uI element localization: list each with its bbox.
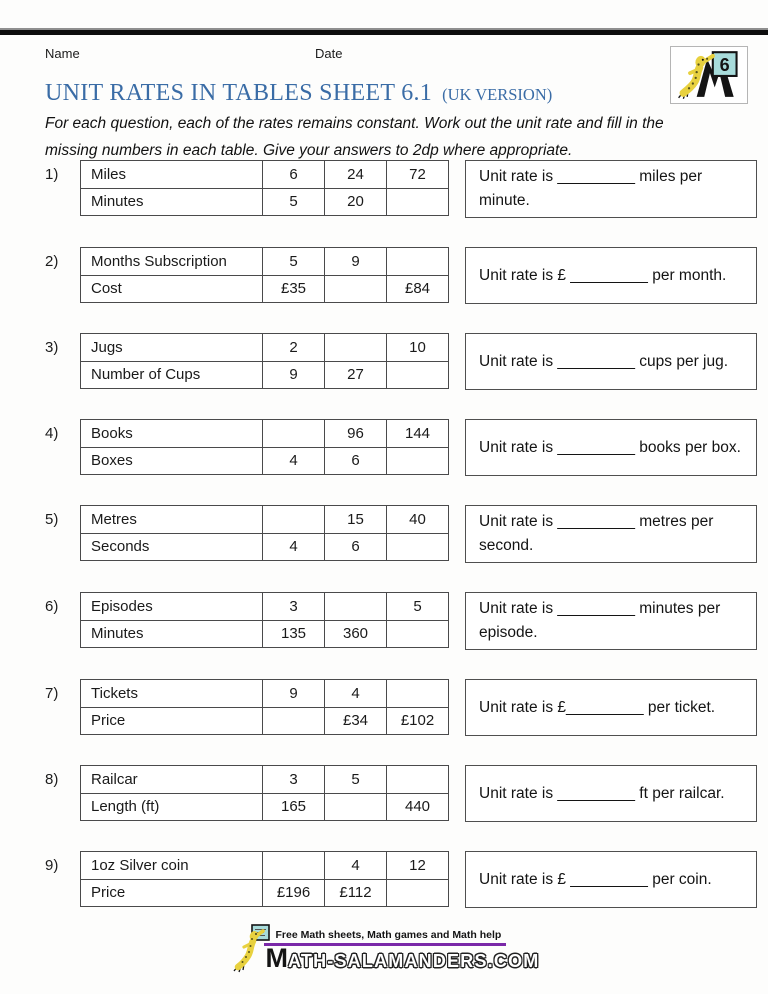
row-label: Episodes [81,593,263,621]
table-cell-blank[interactable] [325,593,387,621]
table-cell: 27 [325,361,387,389]
table-cell: 12 [387,852,449,880]
question-number: 2) [45,253,59,270]
row-label: Seconds [81,533,263,561]
table-cell-blank[interactable] [387,361,449,389]
table-cell: £112 [325,879,387,907]
salamander-grade-icon [671,47,747,103]
table-cell-blank[interactable] [387,620,449,648]
table-cell: 360 [325,620,387,648]
row-label: Minutes [81,188,263,216]
answer-box[interactable] [465,419,757,476]
table-cell-blank[interactable] [263,852,325,880]
table-cell: 6 [325,533,387,561]
answer-text: Unit rate is £ _________ per month. [479,266,727,284]
table-cell: 96 [325,420,387,448]
answer-text: Unit rate is _________ ft per railcar. [479,784,725,802]
question-row-6 [45,592,757,650]
answer-text: Unit rate is _________ miles per minute. [479,168,703,209]
answer-box[interactable] [465,851,757,908]
title-version: (UK VERSION) [442,85,553,104]
table-cell: 2 [263,334,325,362]
table-cell: £34 [325,707,387,735]
question-row-5 [45,505,757,563]
question-number: 8) [45,771,59,788]
table-cell: 440 [387,793,449,821]
page-title [45,80,552,107]
table-cell: 24 [325,161,387,189]
table-cell-blank[interactable] [387,248,449,276]
table-cell: 72 [387,161,449,189]
table-cell: 15 [325,506,387,534]
rate-table [80,592,449,648]
question-number: 5) [45,511,59,528]
table-cell: 5 [325,766,387,794]
rate-table [80,851,449,907]
answer-text: Unit rate is £ _________ per coin. [479,870,712,888]
row-label: Jugs [81,334,263,362]
row-label: Months Subscription [81,248,263,276]
question-number: 1) [45,166,59,183]
table-cell: 4 [263,447,325,475]
table-cell: 9 [263,680,325,708]
row-label: Books [81,420,263,448]
table-cell: £84 [387,275,449,303]
table-cell-blank[interactable] [263,420,325,448]
instructions [45,110,755,164]
footer-branding [229,923,540,973]
answer-box[interactable] [465,765,757,822]
rate-table [80,765,449,821]
question-row-9 [45,851,757,908]
question-number: 9) [45,857,59,874]
answer-text: Unit rate is _________ books per box. [479,438,741,456]
rate-table [80,333,449,389]
svg-text:6: 6 [719,55,730,76]
question-row-7 [45,679,757,736]
instructions-line-2: missing numbers in each table. Give your answers to 2dp where appropriate. [45,142,573,159]
salamander-easel-icon [229,923,271,973]
top-rule [0,28,768,35]
row-label: Boxes [81,447,263,475]
table-cell: £196 [263,879,325,907]
site-wordmark[interactable] [264,943,540,973]
answer-box[interactable] [465,505,757,563]
table-cell-blank[interactable] [263,506,325,534]
table-cell-blank[interactable] [387,766,449,794]
table-cell-blank[interactable] [387,447,449,475]
table-cell: 5 [387,593,449,621]
table-cell: 9 [325,248,387,276]
question-number: 3) [45,339,59,356]
table-cell: 6 [263,161,325,189]
row-label: Price [81,879,263,907]
table-cell: 4 [263,533,325,561]
answer-box[interactable] [465,333,757,390]
row-label: Cost [81,275,263,303]
question-row-3 [45,333,757,390]
table-cell-blank[interactable] [387,680,449,708]
table-cell-blank[interactable] [387,879,449,907]
answer-text: Unit rate is _________ minutes per episode. [479,600,721,641]
table-cell: 10 [387,334,449,362]
answer-box[interactable] [465,592,757,650]
table-cell: £102 [387,707,449,735]
rate-table [80,247,449,303]
footer-text-block [264,929,540,973]
question-row-8 [45,765,757,822]
date-label: Date [315,46,343,61]
table-cell: 5 [263,248,325,276]
row-label: Railcar [81,766,263,794]
name-label: Name [45,46,80,61]
footer [0,923,768,973]
answer-text: Unit rate is _________ metres per second. [479,513,714,554]
table-cell-blank[interactable] [325,334,387,362]
footer-tagline: Free Math sheets, Math games and Math help [264,929,507,946]
row-label: 1oz Silver coin [81,852,263,880]
question-row-4 [45,419,757,476]
row-label: Price [81,707,263,735]
row-label: Minutes [81,620,263,648]
table-cell: £35 [263,275,325,303]
table-cell: 40 [387,506,449,534]
table-cell-blank[interactable] [325,793,387,821]
question-row-1 [45,160,757,218]
rate-table [80,505,449,561]
table-cell: 6 [325,447,387,475]
table-cell-blank[interactable] [263,707,325,735]
grade-logo [670,46,748,104]
answer-text: Unit rate is _________ cups per jug. [479,352,729,370]
questions-list [45,160,757,937]
table-cell: 144 [387,420,449,448]
rate-table [80,679,449,735]
rate-table [80,160,449,216]
row-label: Length (ft) [81,793,263,821]
table-cell: 9 [263,361,325,389]
table-cell: 5 [263,188,325,216]
row-label: Number of Cups [81,361,263,389]
question-number: 6) [45,598,59,615]
row-label: Tickets [81,680,263,708]
question-number: 4) [45,425,59,442]
rate-table [80,419,449,475]
table-cell: 4 [325,852,387,880]
instructions-line-1: For each question, each of the rates remains constant. Work out the unit rate and fill in the [45,115,664,132]
table-cell: 4 [325,680,387,708]
answer-box[interactable] [465,160,757,218]
question-row-2 [45,247,757,304]
site-wordmark-rest: ATH-SALAMANDERS.COM [288,951,540,971]
table-cell: 165 [263,793,325,821]
table-cell-blank[interactable] [387,533,449,561]
question-number: 7) [45,685,59,702]
title-text: UNIT RATES IN TABLES SHEET 6.1 [45,80,433,106]
row-label: Metres [81,506,263,534]
site-wordmark-initial: M [265,943,289,973]
row-label: Miles [81,161,263,189]
answer-box[interactable] [465,247,757,304]
table-cell: 20 [325,188,387,216]
table-cell-blank[interactable] [325,275,387,303]
table-cell-blank[interactable] [387,188,449,216]
table-cell: 3 [263,593,325,621]
table-cell: 3 [263,766,325,794]
table-cell: 135 [263,620,325,648]
answer-text: Unit rate is £_________ per ticket. [479,698,716,716]
answer-box[interactable] [465,679,757,736]
